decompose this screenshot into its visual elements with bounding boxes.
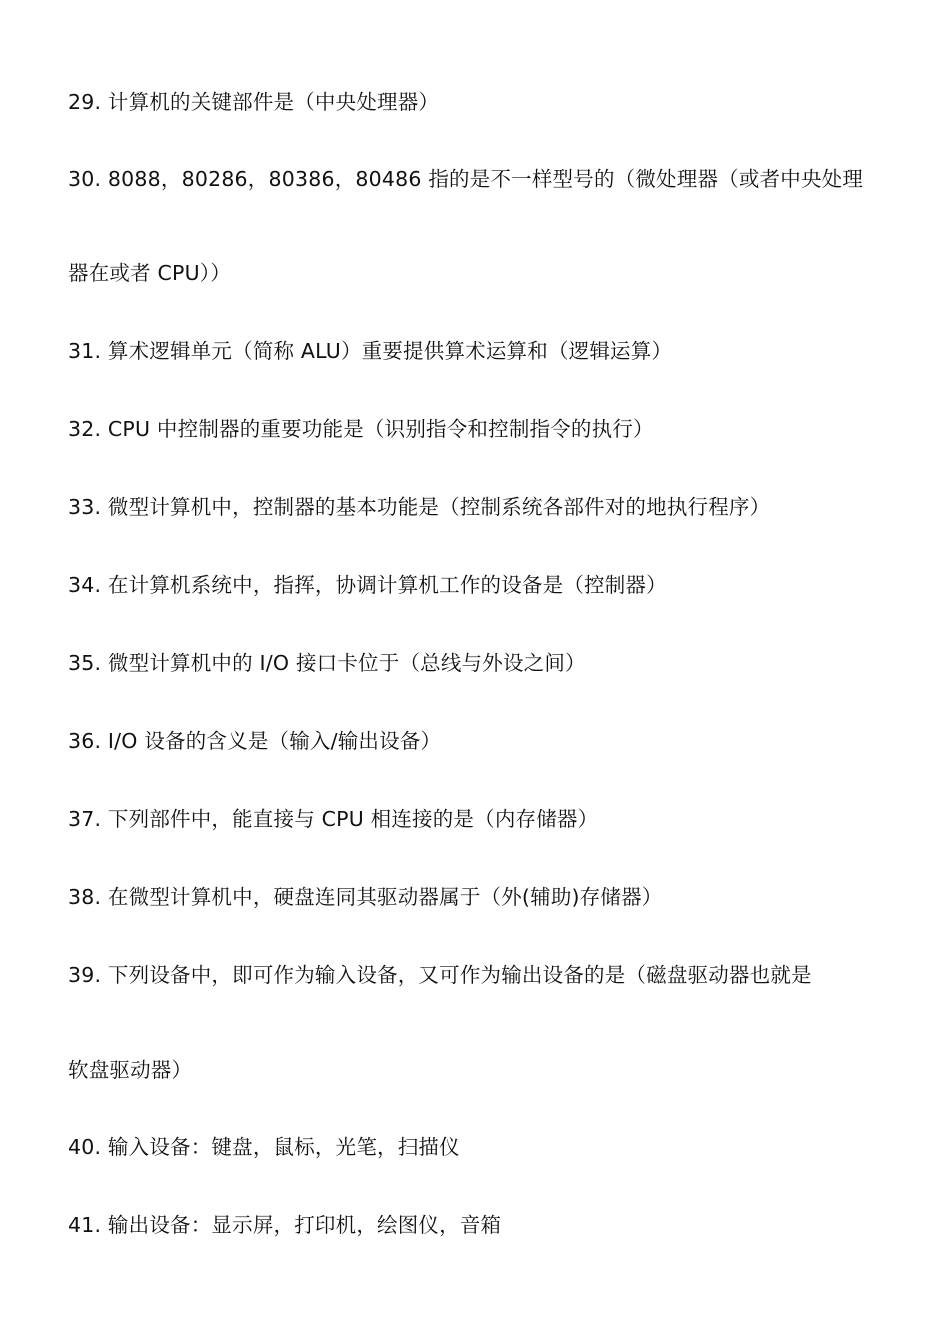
item-34: 34. 在计算机系统中，指挥，协调计算机工作的设备是（控制器） <box>68 573 667 597</box>
item-36: 36. I/O 设备的含义是（输入/输出设备） <box>68 729 442 753</box>
item-35: 35. 微型计算机中的 I/O 接口卡位于（总线与外设之间） <box>68 651 586 675</box>
item-37: 37. 下列部件中，能直接与 CPU 相连接的是（内存储器） <box>68 807 599 831</box>
item-30-cont: 器在或者 CPU）） <box>68 261 231 285</box>
item-39-cont: 软盘驱动器） <box>68 1058 193 1082</box>
item-33: 33. 微型计算机中，控制器的基本功能是（控制系统各部件对的地执行程序） <box>68 495 771 519</box>
item-29: 29. 计算机的关键部件是（中央处理器） <box>68 90 440 114</box>
item-41: 41. 输出设备：显示屏，打印机，绘图仪，音箱 <box>68 1213 502 1237</box>
item-40: 40. 输入设备：键盘，鼠标，光笔，扫描仪 <box>68 1135 460 1159</box>
item-38: 38. 在微型计算机中，硬盘连同其驱动器属于（外(辅助)存储器） <box>68 885 663 909</box>
item-39: 39. 下列设备中，即可作为输入设备，又可作为输出设备的是（磁盘驱动器也就是 <box>68 963 812 987</box>
item-32: 32. CPU 中控制器的重要功能是（识别指令和控制指令的执行） <box>68 417 654 441</box>
item-30: 30. 8088，80286，80386，80486 指的是不一样型号的（微处理器（或者中央处理 <box>68 167 864 191</box>
item-31: 31. 算术逻辑单元（简称 ALU）重要提供算术运算和（逻辑运算） <box>68 339 673 363</box>
